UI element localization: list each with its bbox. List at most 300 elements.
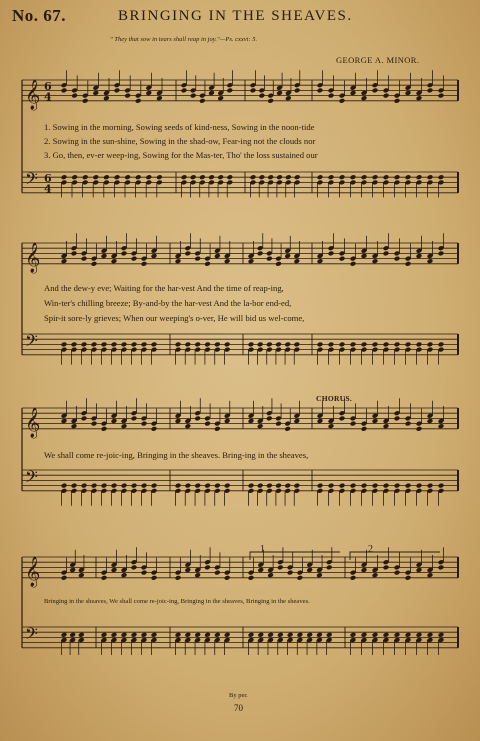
note-head [141, 632, 148, 638]
note-head [121, 483, 128, 489]
note-head [124, 174, 131, 180]
note-head [383, 423, 390, 429]
note-head [141, 570, 148, 576]
note-head [145, 174, 152, 180]
note-head [131, 415, 138, 421]
page-number: 70 [234, 703, 243, 713]
note-head [317, 418, 324, 424]
note-head [372, 341, 379, 347]
note-head [427, 258, 434, 264]
note-head [61, 418, 68, 424]
note-head [101, 632, 108, 638]
note-head [248, 632, 255, 638]
note-head [416, 95, 423, 101]
note-head [328, 423, 335, 429]
note-head [111, 567, 118, 573]
note-head [339, 415, 346, 421]
note-head [394, 570, 401, 576]
note-head [61, 258, 68, 264]
note-head [361, 341, 368, 347]
bass-clef: 𝄢 [25, 330, 38, 355]
note-head [394, 174, 401, 180]
note-head [326, 632, 333, 638]
time-signature-bottom: 4 [44, 182, 52, 196]
note-head [293, 483, 300, 489]
note-head [383, 93, 390, 99]
treble-clef: 𝄞 [25, 556, 41, 587]
note-head [287, 570, 294, 576]
note-head [248, 258, 255, 264]
second-ending-number: 2 [368, 544, 373, 555]
note-head [405, 341, 412, 347]
note-head [361, 632, 368, 638]
note-head [194, 415, 201, 421]
note-head [383, 632, 390, 638]
note-head [204, 421, 211, 427]
note-head [372, 87, 379, 93]
hymn-title: BRINGING IN THE SHEAVES. [118, 8, 353, 24]
note-head [372, 174, 379, 180]
note-head [394, 415, 401, 421]
note-head [69, 632, 76, 638]
note-head [361, 253, 368, 259]
note-head [248, 483, 255, 489]
note-head [194, 256, 201, 262]
note-head [405, 421, 412, 427]
note-head [361, 483, 368, 489]
note-head [78, 572, 85, 578]
note-head [194, 572, 201, 578]
note-head [316, 572, 323, 578]
note-head [284, 483, 291, 489]
note-head [438, 174, 445, 180]
note-head [416, 632, 423, 638]
note-head [383, 341, 390, 347]
lyric-chorus-line-1: We shall come re-joic-ing, Bringing in the sheaves. Bring-ing in the sheaves, [44, 450, 309, 460]
note-head [350, 261, 357, 267]
note-head [101, 426, 108, 432]
note-head [208, 90, 215, 96]
note-head [194, 483, 201, 489]
note-head [81, 341, 88, 347]
note-head [326, 564, 333, 570]
note-head [285, 95, 292, 101]
note-head [372, 483, 379, 489]
note-head [248, 341, 255, 347]
note-head [350, 341, 357, 347]
note-head [339, 98, 346, 104]
time-signature-top: 6 [44, 79, 52, 93]
note-head [383, 564, 390, 570]
note-head [71, 93, 78, 99]
note-head [145, 90, 152, 96]
note-head [350, 632, 357, 638]
note-head [438, 483, 445, 489]
note-head [131, 341, 138, 347]
note-head [131, 632, 138, 638]
note-head [328, 93, 335, 99]
note-head [277, 632, 284, 638]
lyric-verse-2-line-1: 2. Sowing in the sun-shine, Sowing in the shad-ow, Fear-ing not the clouds nor [44, 136, 316, 146]
note-head [101, 575, 108, 581]
note-head [141, 421, 148, 427]
note-head [405, 575, 412, 581]
note-head [284, 426, 291, 432]
lyric-verse-2-line-2: Win-ter's chilling breeze; By-and-by the har-vest And the la-bor end-ed, [44, 298, 292, 308]
note-head [103, 174, 110, 180]
note-head [194, 341, 201, 347]
note-head [121, 572, 128, 578]
note-head [181, 87, 188, 93]
lyric-verse-1-line-1: 1. Sowing in the morning, Sowing seeds of kind-ness, Sowing in the noon-tide [44, 122, 315, 132]
treble-clef: 𝄞 [25, 407, 41, 438]
note-head [438, 93, 445, 99]
note-head [317, 87, 324, 93]
note-head [405, 483, 412, 489]
note-head [217, 95, 224, 101]
note-head [199, 174, 206, 180]
note-head [438, 423, 445, 429]
note-head [248, 575, 255, 581]
note-head [258, 93, 265, 99]
note-head [214, 632, 221, 638]
note-head [101, 341, 108, 347]
note-head [293, 418, 300, 424]
note-head [293, 258, 300, 264]
note-head [151, 632, 158, 638]
note-head [124, 93, 131, 99]
note-head [416, 567, 423, 573]
note-head [293, 341, 300, 347]
note-head [217, 174, 224, 180]
note-head [257, 341, 264, 347]
note-head [156, 174, 163, 180]
note-head [427, 418, 434, 424]
note-head [91, 261, 98, 267]
permission-credit: By per. [229, 692, 248, 699]
note-head [71, 341, 78, 347]
second-ending-bracket [350, 552, 440, 560]
note-head [394, 256, 401, 262]
note-head [111, 418, 118, 424]
note-head [194, 632, 201, 638]
note-head [416, 483, 423, 489]
note-head [438, 341, 445, 347]
note-head [82, 98, 89, 104]
note-head [438, 250, 445, 256]
note-head [151, 483, 158, 489]
note-head [114, 87, 121, 93]
note-head [438, 632, 445, 638]
note-head [111, 632, 118, 638]
note-head [131, 483, 138, 489]
note-head [61, 575, 68, 581]
note-head [394, 483, 401, 489]
bass-clef: 𝄢 [25, 168, 38, 193]
bass-clef: 𝄢 [25, 466, 38, 491]
note-head [101, 483, 108, 489]
note-head [350, 421, 357, 427]
note-head [267, 98, 274, 104]
note-head [284, 341, 291, 347]
note-head [175, 483, 182, 489]
note-head [257, 632, 264, 638]
note-head [181, 174, 188, 180]
treble-clef: 𝄞 [25, 79, 41, 110]
note-head [383, 483, 390, 489]
note-head [204, 483, 211, 489]
note-head [287, 632, 294, 638]
note-head [317, 483, 324, 489]
note-head [350, 174, 357, 180]
note-head [328, 174, 335, 180]
note-head [275, 261, 282, 267]
note-head [81, 256, 88, 262]
note-head [328, 483, 335, 489]
note-head [266, 415, 273, 421]
note-head [184, 632, 191, 638]
note-head [361, 174, 368, 180]
note-head [257, 483, 264, 489]
note-head [294, 87, 301, 93]
note-head [111, 483, 118, 489]
note-head [151, 341, 158, 347]
note-head [61, 632, 68, 638]
note-head [71, 483, 78, 489]
note-head [427, 572, 434, 578]
note-head [224, 258, 231, 264]
note-head [204, 564, 211, 570]
note-head [275, 483, 282, 489]
note-head [361, 567, 368, 573]
note-head [383, 174, 390, 180]
note-head [151, 426, 158, 432]
first-ending-number: 1 [260, 544, 265, 555]
note-head [297, 632, 304, 638]
note-head [81, 483, 88, 489]
note-head [91, 421, 98, 427]
note-head [285, 174, 292, 180]
note-head [111, 258, 118, 264]
note-head [405, 174, 412, 180]
note-head [277, 564, 284, 570]
note-head [184, 250, 191, 256]
note-head [394, 632, 401, 638]
note-head [175, 632, 182, 638]
note-head [69, 567, 76, 573]
note-head [266, 341, 273, 347]
note-head [135, 98, 142, 104]
note-head [175, 418, 182, 424]
note-head [214, 426, 221, 432]
note-head [250, 87, 257, 93]
note-head [427, 632, 434, 638]
note-head [294, 174, 301, 180]
note-head [275, 421, 282, 427]
lyric-chorus-line-2: Bringing in the sheaves, We shall come re-joic-ing, Bringing in the sheaves, Bringing in the sheaves. [44, 598, 310, 605]
note-head [257, 423, 264, 429]
note-head [276, 90, 283, 96]
note-head [339, 341, 346, 347]
note-head [141, 261, 148, 267]
note-head [61, 483, 68, 489]
hymn-number: No. 67. [12, 6, 67, 25]
note-head [204, 632, 211, 638]
note-head [416, 174, 423, 180]
note-head [267, 632, 274, 638]
note-head [151, 253, 158, 259]
note-head [266, 483, 273, 489]
lyric-verse-3-line-2: Spir-it sore-ly grieves; When our weeping's o-ver, He will bid us wel-come, [44, 313, 305, 323]
note-head [427, 483, 434, 489]
note-head [61, 341, 68, 347]
note-head [339, 256, 346, 262]
note-head [405, 632, 412, 638]
note-head [224, 483, 231, 489]
note-head [416, 426, 423, 432]
note-head [267, 174, 274, 180]
note-head [224, 575, 231, 581]
note-head [101, 253, 108, 259]
note-head [405, 90, 412, 96]
note-head [372, 632, 379, 638]
note-head [284, 253, 291, 259]
note-head [224, 632, 231, 638]
note-head [71, 250, 78, 256]
note-head [204, 261, 211, 267]
note-head [175, 258, 182, 264]
note-head [350, 90, 357, 96]
note-head [224, 341, 231, 347]
note-head [372, 418, 379, 424]
note-head [204, 341, 211, 347]
note-head [248, 418, 255, 424]
note-head [372, 572, 379, 578]
note-head [71, 423, 78, 429]
note-head [267, 572, 274, 578]
note-head [214, 483, 221, 489]
note-head [328, 250, 335, 256]
note-head [275, 341, 282, 347]
bass-clef: 𝄢 [25, 623, 38, 648]
note-head [427, 341, 434, 347]
note-head [114, 174, 121, 180]
note-head [175, 341, 182, 347]
lyric-verse-1-line-2: And the dew-y eve; Waiting for the har-vest And the time of reap-ing, [44, 283, 284, 293]
note-head [416, 253, 423, 259]
note-head [306, 632, 313, 638]
note-head [257, 250, 264, 256]
note-head [91, 483, 98, 489]
note-head [372, 258, 379, 264]
note-head [224, 418, 231, 424]
composer-credit: GEORGE A. MINOR. [336, 55, 420, 65]
note-head [317, 258, 324, 264]
note-head [214, 253, 221, 259]
note-head [121, 632, 128, 638]
chorus-label: CHORUS. [316, 394, 353, 403]
note-head [103, 95, 110, 101]
note-head [121, 341, 128, 347]
note-head [92, 174, 99, 180]
note-head [226, 174, 233, 180]
time-signature-bottom: 4 [44, 90, 52, 104]
note-head [394, 341, 401, 347]
note-head [111, 341, 118, 347]
note-head [61, 87, 68, 93]
note-head [276, 174, 283, 180]
note-head [258, 174, 265, 180]
note-head [339, 174, 346, 180]
note-head [427, 174, 434, 180]
note-head [156, 95, 163, 101]
note-head [81, 415, 88, 421]
note-head [361, 426, 368, 432]
note-head [121, 423, 128, 429]
note-head [339, 483, 346, 489]
time-signature-top: 6 [44, 171, 52, 185]
note-head [184, 341, 191, 347]
note-head [438, 564, 445, 570]
note-head [121, 250, 128, 256]
note-head [184, 423, 191, 429]
note-head [141, 483, 148, 489]
note-head [317, 341, 324, 347]
note-head [199, 98, 206, 104]
note-head [306, 567, 313, 573]
note-head [297, 575, 304, 581]
note-head [383, 250, 390, 256]
note-head [131, 256, 138, 262]
note-head [394, 98, 401, 104]
note-head [416, 341, 423, 347]
note-head [135, 174, 142, 180]
lyric-verse-3-line-1: 3. Go, then, ev-er weep-ing, Sowing for the Mas-ter, Tho' the loss sustained our [44, 150, 318, 160]
note-head [250, 174, 257, 180]
note-head [91, 341, 98, 347]
note-head [350, 575, 357, 581]
note-head [190, 174, 197, 180]
note-head [405, 261, 412, 267]
note-head [190, 93, 197, 99]
note-head [175, 575, 182, 581]
note-head [226, 87, 233, 93]
note-head [78, 632, 85, 638]
treble-clef: 𝄞 [25, 242, 41, 273]
note-head [92, 90, 99, 96]
note-head [141, 341, 148, 347]
note-head [257, 567, 264, 573]
note-head [184, 483, 191, 489]
note-head [361, 95, 368, 101]
note-head [71, 174, 78, 180]
note-head [82, 174, 89, 180]
note-head [350, 483, 357, 489]
note-head [61, 174, 68, 180]
note-head [427, 87, 434, 93]
note-head [266, 256, 273, 262]
note-head [214, 341, 221, 347]
note-head [184, 567, 191, 573]
scripture-epigraph: " They that sow in tears shall reap in joy."—Ps. cxxvi: 5. [110, 36, 258, 43]
note-head [214, 570, 221, 576]
note-head [328, 341, 335, 347]
note-head [208, 174, 215, 180]
note-head [131, 564, 138, 570]
note-head [316, 632, 323, 638]
note-head [151, 575, 158, 581]
note-head [317, 174, 324, 180]
